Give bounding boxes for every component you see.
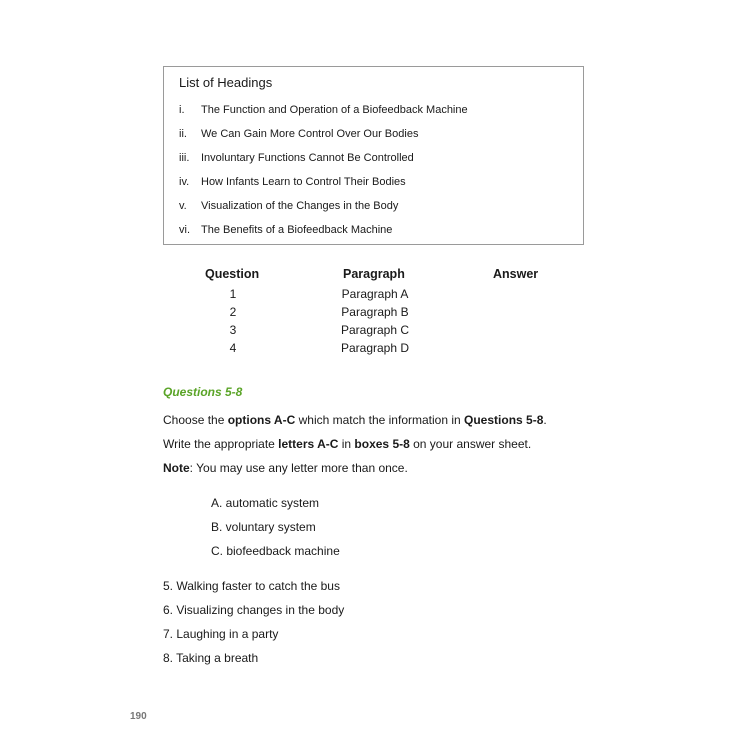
question-item: 8. Taking a breath xyxy=(163,651,259,665)
paragraph-cell: Paragraph B xyxy=(341,305,409,319)
question-item: 5. Walking faster to catch the bus xyxy=(163,579,340,593)
heading-item xyxy=(179,224,392,236)
column-header-question: Question xyxy=(205,267,260,281)
column-header-answer: Answer xyxy=(493,267,539,281)
heading-item xyxy=(179,200,398,212)
paragraph-cell: Paragraph D xyxy=(340,341,410,355)
heading-text: The Benefits of a Biofeedback Machine xyxy=(201,224,393,236)
instruction-text: . xyxy=(543,413,547,427)
heading-number: v. xyxy=(179,200,187,212)
note-label: Note xyxy=(163,461,190,475)
note-text: : You may use any letter more than once. xyxy=(189,461,408,475)
option-item: B. voluntary system xyxy=(211,520,316,534)
heading-text: We Can Gain More Control Over Our Bodies xyxy=(201,128,419,140)
instruction-text: on your answer sheet. xyxy=(409,437,532,451)
instruction-text: in xyxy=(338,437,355,451)
list-of-headings-box xyxy=(163,66,584,245)
column-header-paragraph: Paragraph xyxy=(343,267,405,281)
option-item: C. biofeedback machine xyxy=(211,544,340,558)
heading-number: i. xyxy=(179,104,185,116)
heading-item xyxy=(179,104,468,116)
question-number-cell: 3 xyxy=(229,323,237,337)
heading-item xyxy=(179,128,418,140)
instruction-text: Choose the xyxy=(163,413,228,427)
section-title: Questions 5-8 xyxy=(163,385,243,399)
heading-text: Involuntary Functions Cannot Be Controlled xyxy=(201,152,414,164)
question-item: 6. Visualizing changes in the body xyxy=(163,603,345,617)
note-line xyxy=(163,461,408,475)
heading-number: iii. xyxy=(179,152,190,164)
instruction-bold: boxes 5-8 xyxy=(354,437,410,451)
heading-number: iv. xyxy=(179,176,190,188)
heading-number: ii. xyxy=(179,128,187,140)
instruction-text: Write the appropriate xyxy=(163,437,279,451)
question-number-cell: 4 xyxy=(229,341,237,355)
question-number-cell: 1 xyxy=(229,287,237,301)
instruction-bold: Questions 5-8 xyxy=(464,413,544,427)
headings-title: List of Headings xyxy=(179,75,273,90)
paragraph-cell: Paragraph A xyxy=(341,287,409,301)
question-number-cell: 2 xyxy=(229,305,237,319)
heading-text: How Infants Learn to Control Their Bodies xyxy=(201,176,406,188)
option-item: A. automatic system xyxy=(211,496,320,510)
heading-item xyxy=(179,176,406,188)
page-number: 190 xyxy=(130,711,147,722)
question-item: 7. Laughing in a party xyxy=(163,627,279,641)
instruction-line-2 xyxy=(163,437,531,451)
instruction-bold: letters A-C xyxy=(278,437,339,451)
heading-number: vi. xyxy=(179,224,190,236)
heading-item xyxy=(179,152,414,164)
paragraph-cell: Paragraph C xyxy=(340,323,410,337)
instruction-text: which match the information in xyxy=(295,413,465,427)
instruction-bold: options A-C xyxy=(227,413,296,427)
instruction-line-1 xyxy=(163,413,547,427)
heading-text: Visualization of the Changes in the Body xyxy=(201,200,399,212)
heading-text: The Function and Operation of a Biofeedback Machine xyxy=(201,104,468,116)
